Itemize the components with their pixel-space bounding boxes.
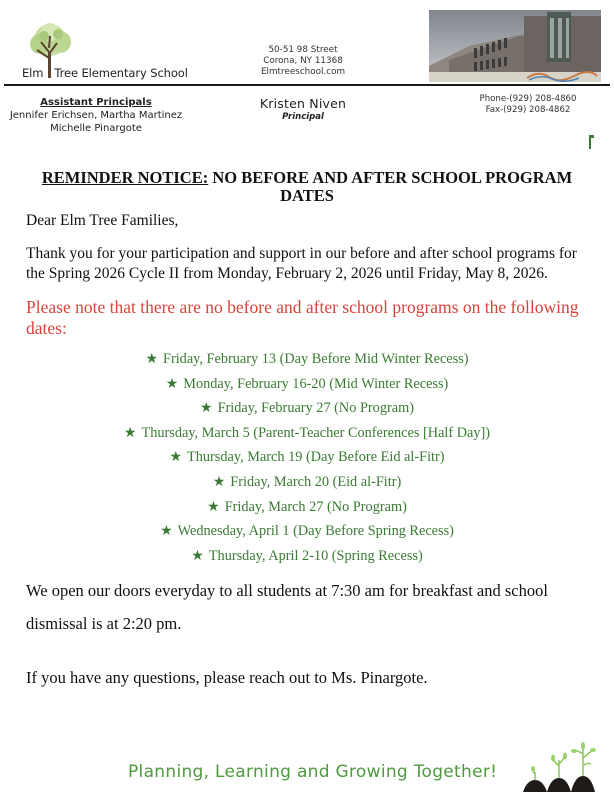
star-icon: ★ xyxy=(200,401,213,417)
principal xyxy=(228,96,378,122)
school-name xyxy=(22,66,188,80)
contact-info xyxy=(468,94,588,116)
date-item xyxy=(0,495,614,520)
notice-title-text: NO BEFORE AND AFTER SCHOOL PROGRAM DATES xyxy=(208,168,573,205)
star-icon: ★ xyxy=(123,425,137,441)
date-text: Friday, March 27 (No Program) xyxy=(224,498,407,515)
school-name-part2: Tree Elementary School xyxy=(54,66,188,80)
principal-name: Kristen Niven xyxy=(259,96,347,111)
star-icon: ★ xyxy=(207,499,220,515)
date-text: Thursday, March 5 (Parent-Teacher Conferences [Half Day]) xyxy=(141,424,491,441)
star-icon: ★ xyxy=(169,450,183,466)
header-divider xyxy=(4,84,610,86)
star-icon: ★ xyxy=(165,376,179,392)
date-item xyxy=(0,347,614,372)
seedlings-icon xyxy=(521,742,601,792)
star-icon: ★ xyxy=(160,524,173,540)
alert-paragraph: Please note that there are no before and after school programs on the following dates: xyxy=(26,297,579,338)
green-marker-icon xyxy=(588,135,594,149)
school-hours-paragraph: We open our doors everyday to all students at 7:30 am for breakfast and school dismissal is at 2:20 pm. xyxy=(26,581,548,633)
date-text: Wednesday, April 1 (Day Before Spring Recess) xyxy=(177,523,454,540)
fax-number: Fax-(929) 208-4862 xyxy=(485,105,571,115)
date-text: Friday, February 13 (Day Before Mid Winter Recess) xyxy=(163,351,469,367)
questions-paragraph: If you have any questions, please reach out to Ms. Pinargote. xyxy=(26,668,428,687)
school-slogan: Planning, Learning and Growing Together! xyxy=(128,762,498,782)
school-building-photo xyxy=(429,10,601,82)
intro-paragraph: Thank you for your participation and support in our before and after school programs for the Spring 2026 Cycle II from Monday, February 2, 2026 until Friday, May 8, 2026. xyxy=(26,245,577,282)
school-name-part1: Elm xyxy=(22,66,44,80)
date-item xyxy=(0,519,614,544)
date-text: Thursday, March 19 (Day Before Eid al-Fitr) xyxy=(187,449,445,466)
date-item xyxy=(0,396,614,421)
assistant-principals-names-1: Jennifer Erichsen, Martha Martinez xyxy=(9,110,183,121)
school-address xyxy=(228,45,378,78)
star-icon: ★ xyxy=(191,548,204,564)
notice-title-label: REMINDER NOTICE: xyxy=(41,168,209,187)
date-text: Friday, March 20 (Eid al-Fitr) xyxy=(230,473,402,490)
date-text: Friday, February 27 (No Program) xyxy=(217,400,414,417)
address-city: Corona, NY 11368 xyxy=(263,56,343,66)
school-website: Elmtreeschool.com xyxy=(260,67,346,77)
salutation: Dear Elm Tree Families, xyxy=(26,212,179,229)
date-item xyxy=(0,470,614,495)
no-program-dates-list xyxy=(0,347,614,568)
date-item xyxy=(0,372,614,397)
address-street: 50-51 98 Street xyxy=(268,45,338,55)
principal-role: Principal xyxy=(282,112,324,122)
phone-number: Phone-(929) 208-4860 xyxy=(479,94,577,104)
date-item xyxy=(0,445,614,470)
date-item xyxy=(0,544,614,569)
star-icon: ★ xyxy=(145,352,158,367)
date-item xyxy=(0,421,614,446)
assistant-principals-title: Assistant Principals xyxy=(40,97,152,108)
date-text: Thursday, April 2-10 (Spring Recess) xyxy=(208,547,423,564)
date-text: Monday, February 16-20 (Mid Winter Recess) xyxy=(183,375,449,392)
assistant-principals-names-2: Michelle Pinargote xyxy=(50,123,142,134)
star-icon: ★ xyxy=(212,474,226,490)
notice-title xyxy=(20,169,594,205)
assistant-principals xyxy=(6,96,186,135)
